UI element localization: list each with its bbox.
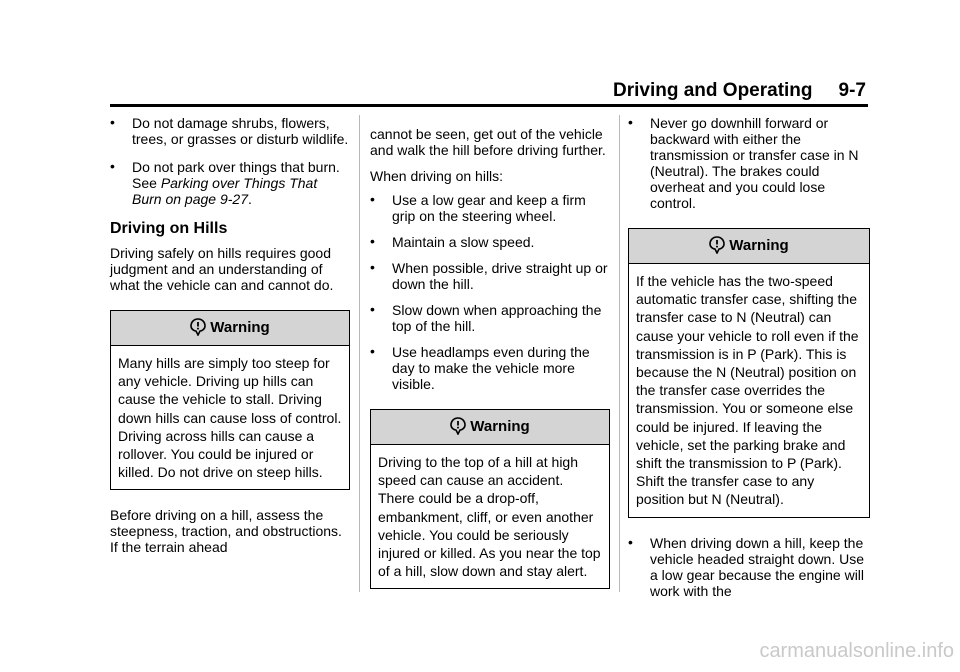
- list-item: [370, 260, 610, 292]
- bullet-icon: •: [370, 343, 375, 359]
- paragraph: cannot be seen, get out of the vehicle and walk the hill before driving further.: [370, 126, 606, 158]
- warning-title: Warning: [729, 237, 789, 254]
- warning-text: Driving to the top of a hill at high speed can cause an accident. There could be a drop-off, embankment, cliff, or even another vehicle. You could be seriously injured or killed. As you near the top of a hill, slow down and stay alert.: [378, 454, 601, 580]
- bullet-text: When driving down a hill, keep the vehicle headed straight down. Use a low gear because the engine will work with the: [650, 534, 865, 599]
- cross-reference-link[interactable]: Parking over Things That Burn on page 9-27: [132, 175, 318, 207]
- list-item: [110, 115, 350, 147]
- column-divider: [619, 115, 620, 592]
- bullet-text-pre: Do not park over things that burn. See: [132, 159, 340, 191]
- warning-icon: [709, 233, 725, 267]
- bullet-text: Use headlamps even during the day to make the vehicle more visible.: [392, 344, 590, 392]
- list-item: [370, 234, 610, 250]
- bullet-icon: •: [628, 114, 633, 130]
- column-middle: [370, 115, 610, 589]
- bullet-icon: •: [370, 259, 375, 275]
- list-item: [370, 344, 610, 392]
- intro-paragraph: Driving safely on hills requires good judgment and an understanding of what the vehicle can and cannot do.: [110, 245, 334, 293]
- warning-text: If the vehicle has the two-speed automatic transfer case, shifting the transfer case to N (Neutral) can cause your vehicle to roll even if the transmission is in P (Park). This is because the N (Neutral) position on the transfer case overrides the transmission. You or someone else could be injured. If leaving the vehicle, set the parking brake and shift the transmission to P (Park). Shift the transfer case to any position but N (Neutral).: [636, 273, 859, 508]
- bullet-text: Use a low gear and keep a firm grip on the steering wheel.: [392, 192, 586, 224]
- bullet-icon: •: [110, 114, 115, 130]
- watermark: carmanualsonline.info: [759, 640, 954, 662]
- paragraph: Before driving on a hill, assess the steepness, traction, and obstructions. If the terrain ahead: [110, 507, 342, 556]
- warning-text: Many hills are simply too steep for any vehicle. Driving up hills can cause the vehicle to stall. Driving down hills can cause loss of control. Driving across hills can cause a rollover. You could be injured or killed. Do not drive on steep hills.: [118, 355, 342, 481]
- warning-box: [370, 409, 610, 589]
- section-heading: Driving on Hills: [110, 220, 228, 237]
- bullet-text: Maintain a slow speed.: [392, 234, 535, 250]
- column-left: [110, 115, 350, 555]
- bullet-text: Do not damage shrubs, flowers, trees, or grasses or disturb wildlife.: [132, 115, 349, 147]
- warning-title: Warning: [470, 418, 530, 435]
- warning-box: [628, 228, 870, 518]
- bullet-text: Slow down when approaching the top of the hill.: [392, 302, 602, 334]
- page-header: [110, 76, 868, 107]
- warning-icon: [450, 414, 466, 448]
- page-number: 9-7: [838, 80, 866, 101]
- header-text: [613, 80, 866, 102]
- bullet-icon: •: [628, 533, 633, 550]
- bullet-icon: •: [370, 233, 375, 249]
- bullet-icon: •: [370, 191, 375, 207]
- column-divider: [359, 115, 360, 592]
- section-title: Driving and Operating: [613, 80, 813, 101]
- list-item: [628, 535, 870, 599]
- list-item: [628, 115, 862, 211]
- bullet-icon: •: [110, 158, 115, 174]
- warning-header: [111, 311, 349, 346]
- warning-box: [110, 310, 350, 490]
- list-item: [370, 302, 610, 334]
- bullet-text: When possible, drive straight up or down the hill.: [392, 260, 608, 292]
- list-item: [110, 159, 350, 207]
- warning-header: [371, 410, 609, 445]
- bullet-icon: •: [370, 301, 375, 317]
- bullet-text-post: .: [247, 191, 252, 207]
- list-item: [370, 192, 610, 224]
- warning-title: Warning: [210, 319, 270, 336]
- bullet-text: Never go downhill forward or backward with either the transmission or transfer case in N (Neutral). The brakes could overheat and you could lose control.: [650, 115, 859, 211]
- column-right: [628, 115, 870, 599]
- paragraph: When driving on hills:: [370, 168, 504, 184]
- warning-icon: [190, 315, 206, 349]
- warning-header: [629, 229, 869, 264]
